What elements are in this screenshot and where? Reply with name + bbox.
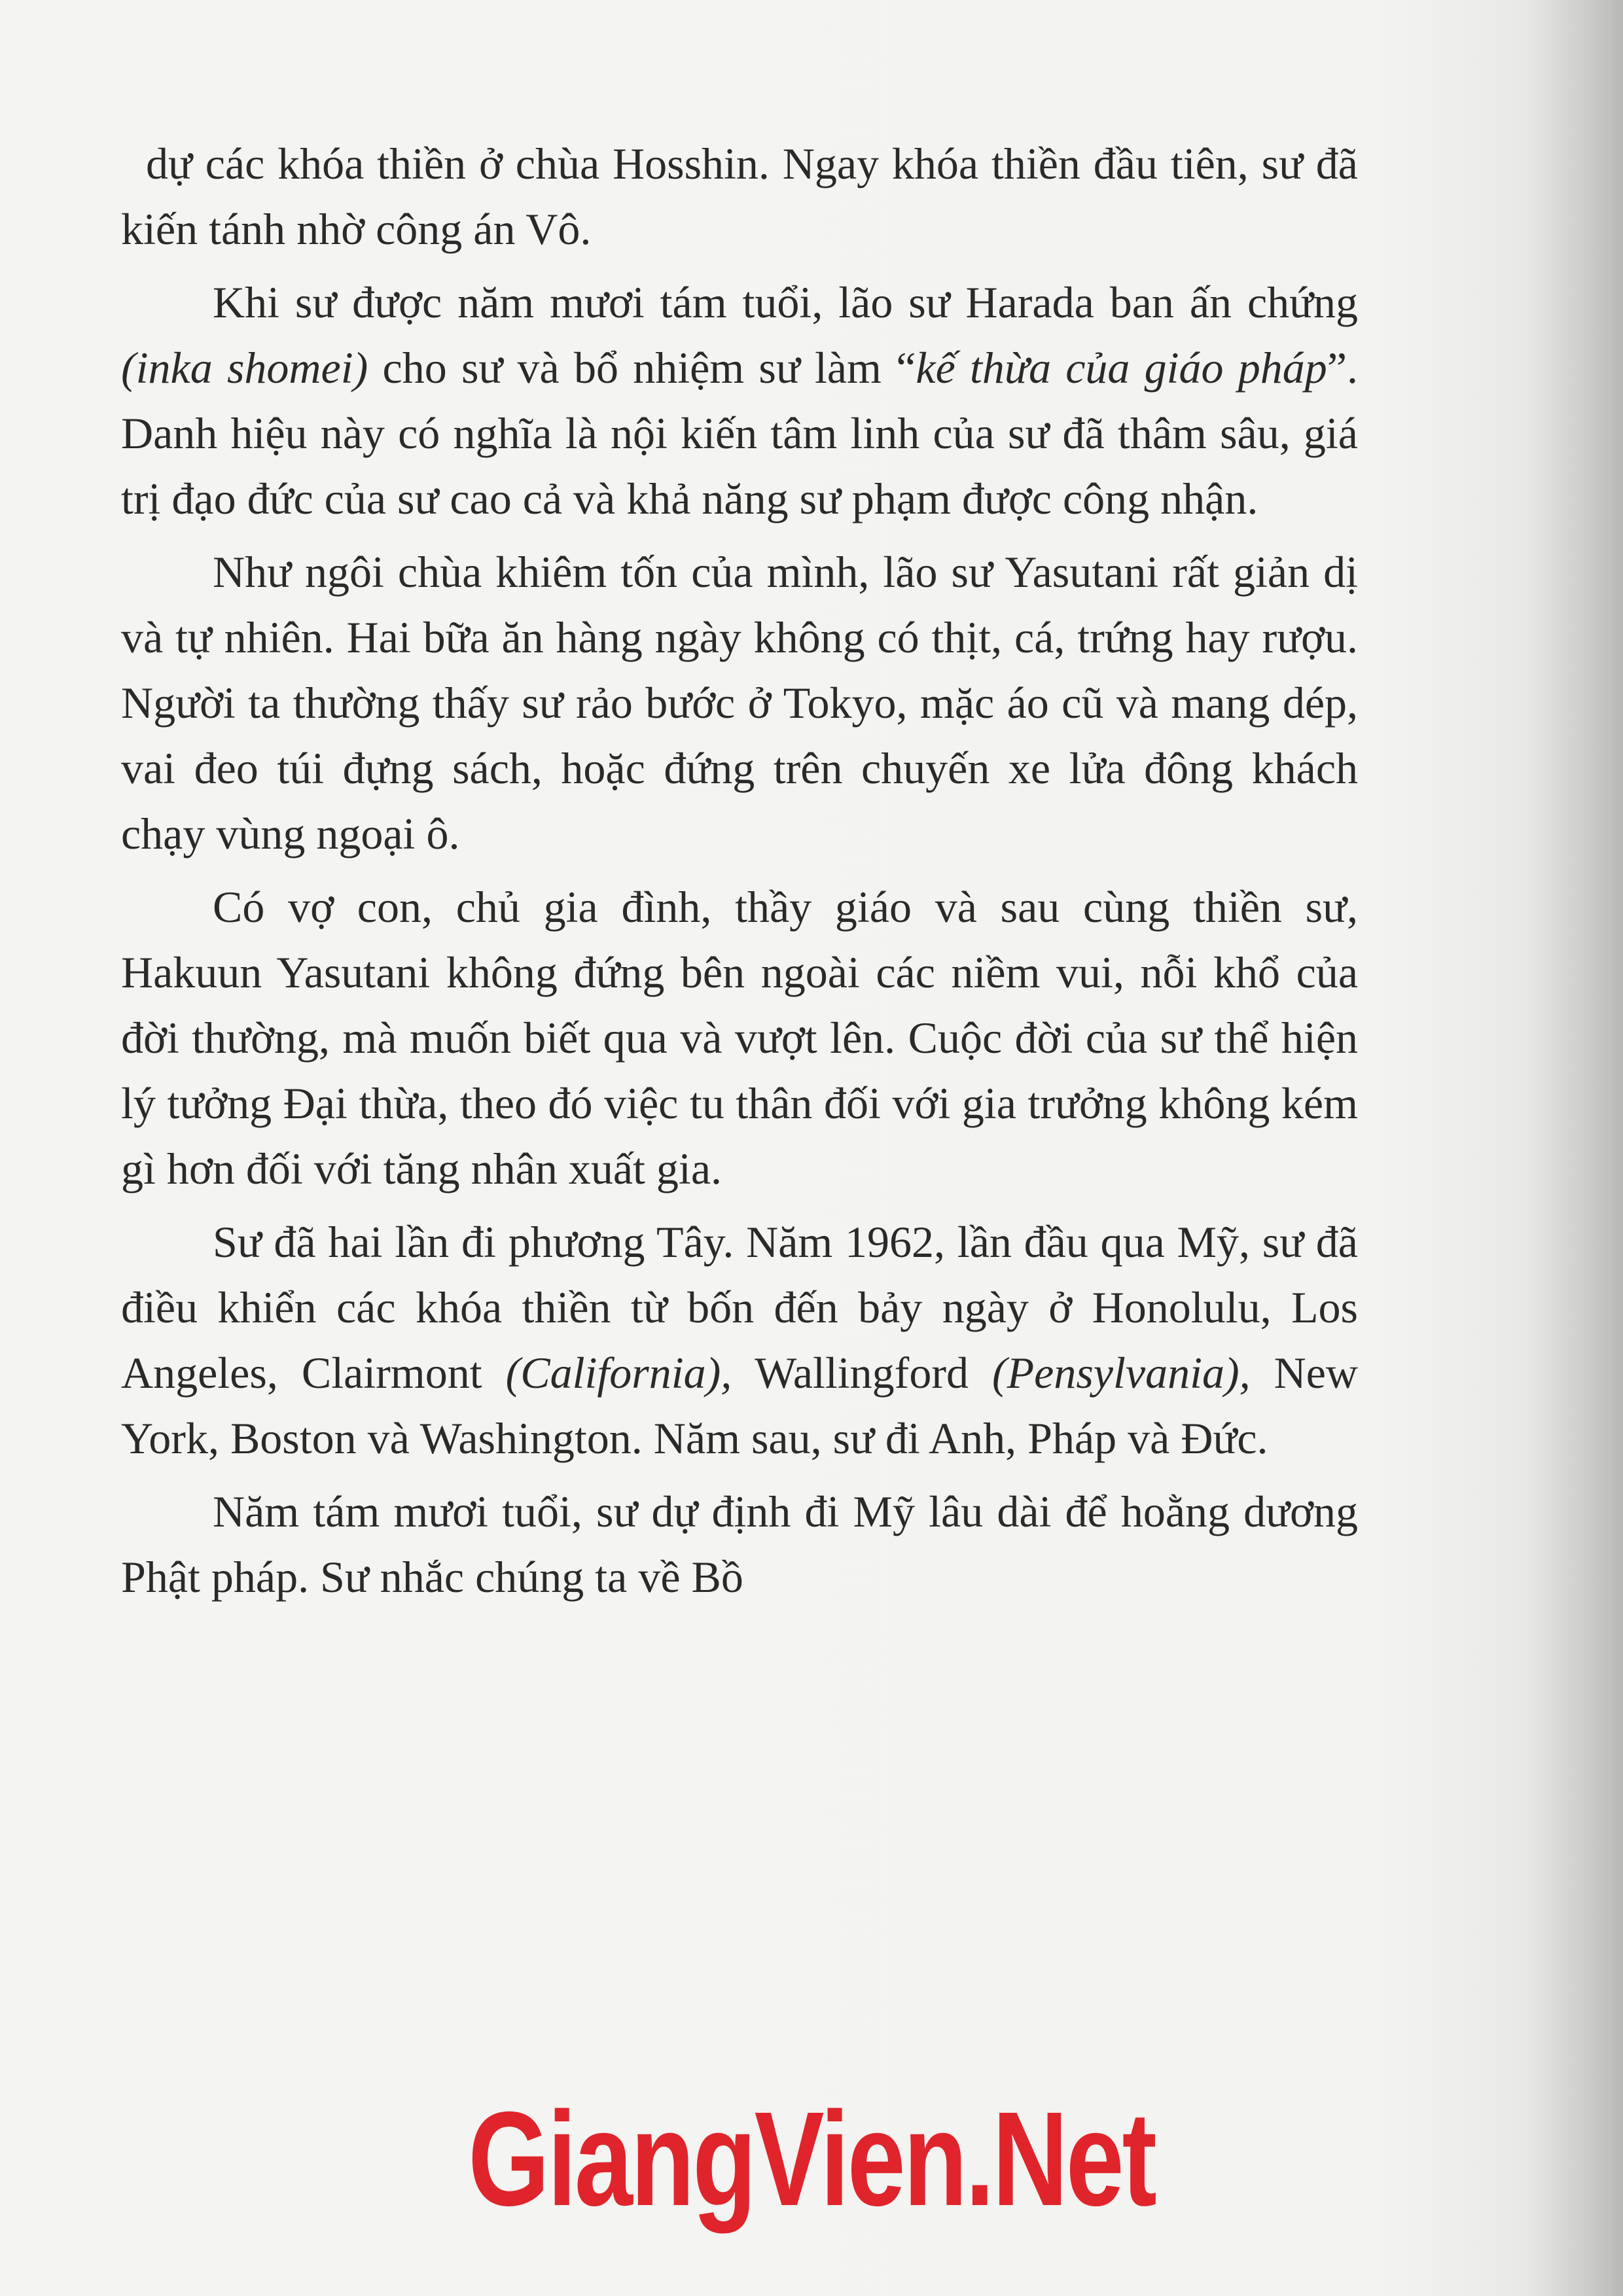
- italic-term: (inka shomei): [121, 343, 368, 393]
- text-run: Năm tám mươi tuổi, sư dự định đi Mỹ lâu dài để hoằng dương Phật pháp. Sư nhắc chúng ta về Bồ: [121, 1487, 1358, 1602]
- text-run: Sư đã hai lần đi phương Tây. Năm 1962, lần đầu qua Mỹ, sư đã điều khiển các khóa thiền từ bốn đến bảy ngày ở Honolulu, Los Angeles, Clairmont: [121, 1217, 1358, 1398]
- paragraph-6: [121, 1479, 1358, 1610]
- text-run: dự các khóa thiền ở chùa Hosshin. Ngay khóa thiền đầu tiên, sư đã kiến tánh nhờ công án Vô.: [121, 139, 1358, 254]
- paragraph-4: [121, 874, 1358, 1201]
- body-text: [121, 131, 1358, 1617]
- text-run: Khi sư được năm mươi tám tuổi, lão sư Harada ban ấn chứng: [213, 277, 1358, 327]
- watermark-text: GiangVien.Net: [468, 2084, 1155, 2234]
- italic-place: (California),: [505, 1348, 732, 1398]
- italic-quote: kế thừa của giáo pháp: [916, 343, 1327, 393]
- italic-place: (Pensylvania),: [991, 1348, 1251, 1398]
- paragraph-5: [121, 1209, 1358, 1471]
- paragraph-2: [121, 270, 1358, 531]
- book-spine-shadow: [1525, 0, 1623, 2296]
- paragraph-3: [121, 539, 1358, 866]
- text-run: Có vợ con, chủ gia đình, thầy giáo và sau cùng thiền sư, Hakuun Yasutani không đứng bên ngoài các niềm vui, nỗi khổ của đời thường, mà muốn biết qua và vượt lên. Cuộc đời của sư thể hiện lý tưởng Đại thừa, theo đó việc tu thân đối với gia trưởng không kém gì hơn đối với tăng nhân xuất gia.: [121, 882, 1358, 1193]
- paragraph-1: [121, 131, 1358, 262]
- text-run: Như ngôi chùa khiêm tốn của mình, lão sư Yasutani rất giản dị và tự nhiên. Hai bữa ăn hàng ngày không có thịt, cá, trứng hay rượu. Người ta thường thấy sư rảo bước ở Tokyo, mặc áo cũ và mang dép, vai đeo túi đựng sách, hoặc đứng trên chuyến xe lửa đông khách chạy vùng ngoại ô.: [121, 547, 1358, 858]
- text-run: Wallingford: [732, 1348, 992, 1398]
- text-run: New York, Boston và Washington. Năm sau, sư đi Anh, Pháp và Đức.: [121, 1348, 1359, 1463]
- text-run: ”. Danh hiệu này có nghĩa là nội kiến tâm linh của sư đã thâm sâu, giá trị đạo đức của sư cao cả và khả năng sư phạm được công nhận.: [121, 343, 1358, 523]
- text-run: cho sư và bổ nhiệm sư làm “: [368, 343, 916, 393]
